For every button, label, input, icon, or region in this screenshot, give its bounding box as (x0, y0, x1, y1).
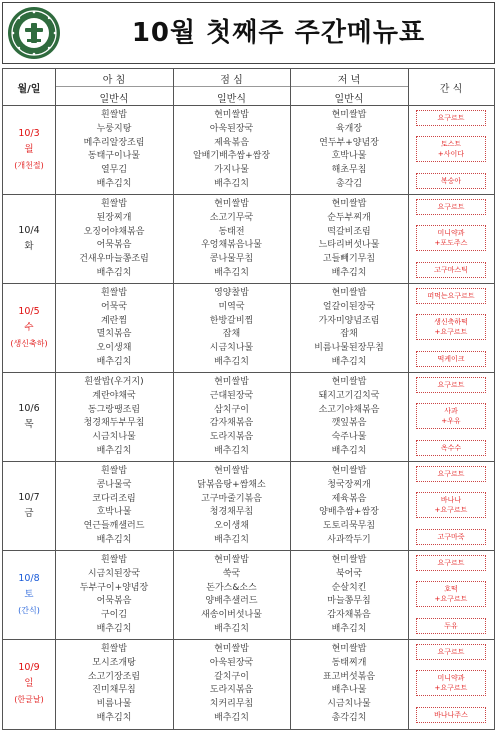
menu-item: 된장찌개 (96, 212, 132, 223)
header-divider (55, 86, 408, 87)
table-header (3, 69, 494, 105)
menu-item: 현미쌀밥 (331, 555, 367, 565)
menu-item: 총각김치 (331, 712, 367, 723)
date-text: 10/9 (18, 661, 40, 673)
menu-item: 흰쌀밥 (100, 644, 128, 654)
holiday-note: (한글날) (14, 694, 44, 704)
menu-item: 동태구이나물 (87, 151, 141, 162)
day-row (3, 372, 494, 461)
menu-item: 순살치킨 (331, 582, 367, 593)
menu-item: 근대된장국 (209, 390, 254, 401)
menu-item: 계란찜 (100, 315, 128, 326)
menu-item: 시금치된장국 (87, 568, 141, 579)
snack-menu (408, 194, 494, 283)
menu-item: 현미쌀밥 (331, 377, 367, 387)
header-breakfast: 아 침 (102, 75, 126, 86)
menu-item: 흰쌀밥 (100, 288, 128, 298)
menu-item: 시금치나물 (327, 699, 371, 710)
snack-menu (408, 550, 494, 639)
menu-item: 삼치구이 (214, 404, 249, 415)
snack-item: 요구르트 (416, 555, 486, 571)
lunch-menu (173, 109, 290, 190)
day-row (3, 461, 494, 550)
menu-item: 배추나물 (331, 685, 367, 696)
menu-item: 잡채 (340, 329, 358, 340)
menu-item: 동태찌개 (331, 657, 367, 668)
breakfast-menu (55, 198, 173, 279)
menu-item: 현미쌀밥 (331, 199, 367, 209)
menu-item: 배추김치 (331, 356, 367, 367)
menu-item: 누룽지탕 (96, 123, 132, 134)
snack-item: 호떡 +요구르트 (416, 581, 486, 607)
snack-item: 떡케이크 (416, 351, 486, 367)
snack-item: 요구르트 (416, 377, 486, 393)
breakfast-menu (55, 376, 173, 457)
dinner-menu (290, 465, 408, 546)
header-lunch: 점 심 (220, 75, 243, 86)
header-snack: 간 식 (439, 84, 463, 95)
date-cell (3, 461, 55, 550)
menu-item: 배추김치 (96, 534, 132, 545)
menu-item: 배추김치 (331, 267, 367, 278)
page-title: 10월 첫째주 주간메뉴표 (131, 18, 426, 48)
menu-item: 메추리알장조림 (83, 137, 145, 148)
menu-item: 알배기배추쌈+쌈장 (192, 151, 271, 162)
menu-item: 새송이버섯나물 (201, 610, 262, 621)
col-line (55, 69, 56, 729)
dinner-menu (290, 198, 408, 279)
dinner-menu (290, 554, 408, 635)
snack-menu (408, 461, 494, 550)
snack-item: 고구마죽 (416, 529, 486, 545)
menu-item: 오이생채 (214, 521, 249, 532)
menu-item: 열무김 (100, 165, 128, 176)
snack-item: 사과 +우유 (416, 403, 486, 429)
menu-item: 배추김치 (331, 445, 367, 456)
menu-item: 고들빼기무침 (322, 254, 376, 265)
menu-item: 모시조개탕 (92, 657, 136, 668)
lunch-menu (173, 376, 290, 457)
menu-item: 동그랑땡조림 (87, 404, 141, 415)
menu-item: 현미쌀밥 (214, 555, 249, 565)
menu-item: 마늘쫑무침 (327, 596, 371, 607)
breakfast-menu (55, 554, 173, 635)
snack-item: 요구르트 (416, 199, 486, 215)
day-of-week: 토 (24, 588, 34, 600)
menu-item: 북어국 (335, 568, 363, 579)
menu-item: 소고기무국 (209, 212, 254, 223)
menu-item: 배추김치 (214, 712, 249, 723)
day-of-week: 목 (24, 418, 34, 430)
snack-menu (408, 639, 494, 728)
snack-item: 요구르트 (416, 110, 486, 126)
menu-item: 감자채볶음 (327, 610, 371, 621)
menu-item: 도토리묵무침 (322, 521, 376, 532)
date-text: 10/6 (18, 402, 40, 414)
menu-item: 현미쌀밥 (331, 110, 367, 120)
menu-item: 흰쌀밥 (100, 110, 128, 120)
menu-item: 시금치나물 (92, 432, 136, 443)
menu-item: 총각김 (335, 178, 363, 189)
menu-item: 아욱된장국 (209, 657, 254, 668)
snack-item: 바나나주스 (416, 707, 486, 723)
menu-item: 배추김치 (96, 267, 132, 278)
menu-item: 얼갈이된장국 (322, 301, 376, 312)
day-of-week: 일 (24, 677, 34, 689)
menu-item: 육개장 (335, 123, 363, 134)
menu-item: 양배추샐러드 (205, 596, 258, 607)
snack-item: 바나나 +요구르트 (416, 492, 486, 518)
menu-item: 호박나물 (96, 507, 132, 518)
menu-item: 구이김 (100, 610, 128, 621)
snack-menu (408, 283, 494, 372)
date-cell (3, 194, 55, 283)
holiday-note: (간식) (18, 605, 40, 615)
snack-menu (408, 372, 494, 461)
date-cell (3, 372, 55, 461)
date-cell (3, 639, 55, 728)
menu-item: 건새우마늘쫑조림 (79, 254, 149, 265)
menu-item: 현미쌀밥 (331, 466, 367, 476)
menu-item: 배추김치 (96, 445, 132, 456)
day-row (3, 283, 494, 372)
day-of-week: 월 (24, 143, 34, 155)
menu-item: 흰쌀밥(우거지) (84, 377, 144, 387)
menu-item: 어묵볶음 (96, 596, 132, 607)
menu-item: 치커리무침 (209, 699, 254, 710)
lunch-menu (173, 198, 290, 279)
menu-item: 양배추쌈+쌈장 (319, 507, 379, 518)
menu-item: 배추김치 (96, 623, 132, 634)
day-of-week: 화 (24, 240, 34, 252)
breakfast-menu (55, 109, 173, 190)
snack-item: 옥수수 (416, 440, 486, 456)
dinner-menu (290, 376, 408, 457)
menu-item: 멸치볶음 (96, 329, 132, 340)
menu-item: 제육볶음 (331, 493, 367, 504)
day-of-week: 수 (24, 321, 34, 333)
date-text: 10/7 (18, 491, 40, 503)
day-row (3, 550, 494, 639)
snack-item: 생신축하떡 +요구르트 (416, 314, 486, 340)
menu-item: 깻잎볶음 (331, 418, 367, 429)
menu-item: 청경채두부무침 (83, 418, 145, 429)
menu-item: 돈가스&소스 (206, 582, 257, 593)
date-cell (3, 550, 55, 639)
menu-item: 현미쌀밥 (331, 288, 367, 298)
institution-seal-icon (7, 6, 61, 60)
date-cell (3, 283, 55, 372)
snack-item: 고구마스틱 (416, 262, 486, 278)
menu-item: 아욱된장국 (209, 123, 254, 134)
menu-item: 청경채무침 (209, 507, 254, 518)
menu-item: 계란야채국 (92, 390, 136, 401)
menu-item: 소고기야채볶음 (318, 404, 380, 415)
title-box (2, 2, 495, 64)
menu-item: 돼지고기김치국 (318, 390, 380, 401)
menu-item: 한방갈비찜 (209, 315, 254, 326)
header-dinner: 저 녁 (337, 75, 361, 86)
menu-item: 고구마줄기볶음 (201, 493, 262, 504)
snack-item: 떠먹는요구르트 (416, 288, 486, 304)
menu-item: 어묵국 (100, 301, 128, 312)
menu-item: 비름나물 (96, 699, 132, 710)
menu-item: 배추김치 (96, 356, 132, 367)
menu-item: 호박나물 (331, 151, 367, 162)
dinner-menu (290, 287, 408, 368)
header-lunch-sub: 일반식 (217, 94, 246, 105)
menu-item: 콩나물무침 (209, 254, 254, 265)
date-cell (3, 105, 55, 194)
menu-item: 배추김치 (214, 445, 249, 456)
menu-item: 두부구이+양념장 (79, 582, 149, 593)
menu-item: 잡채 (222, 329, 241, 340)
menu-item: 사과깍두기 (327, 534, 371, 545)
menu-item: 소고기장조림 (87, 671, 141, 682)
day-row (3, 105, 494, 194)
menu-item: 배추김치 (96, 712, 132, 723)
menu-item: 동태전 (218, 226, 245, 237)
menu-item: 시금치나물 (209, 343, 254, 354)
menu-item: 해초무침 (331, 165, 367, 176)
day-row (3, 639, 494, 728)
menu-item: 감자채볶음 (209, 418, 254, 429)
header-date: 월/일 (17, 84, 41, 95)
date-text: 10/8 (18, 572, 40, 584)
menu-item: 연근들깨샐러드 (83, 521, 145, 532)
menu-item: 흰쌀밥 (100, 199, 128, 209)
menu-item: 미역국 (218, 301, 245, 312)
snack-menu (408, 105, 494, 194)
menu-item: 배추김치 (331, 623, 367, 634)
menu-table (2, 68, 495, 730)
header-dinner-sub: 일반식 (334, 94, 364, 105)
breakfast-menu (55, 643, 173, 724)
menu-item: 진미채무침 (92, 685, 136, 696)
menu-item: 오징어야채볶음 (83, 226, 145, 237)
menu-item: 떡갈비조림 (327, 226, 371, 237)
snack-item: 요구르트 (416, 466, 486, 482)
dinner-menu (290, 109, 408, 190)
menu-item: 청국장찌개 (327, 479, 371, 490)
date-text: 10/4 (18, 224, 40, 236)
breakfast-menu (55, 287, 173, 368)
menu-item: 현미쌀밥 (214, 466, 249, 476)
menu-item: 오이생채 (96, 343, 132, 354)
snack-item: 미니약과 +포도주스 (416, 225, 486, 251)
menu-item: 도라지볶음 (209, 685, 254, 696)
menu-item: 배추김치 (214, 356, 249, 367)
menu-item: 흰쌀밥 (100, 555, 128, 565)
lunch-menu (173, 287, 290, 368)
menu-item: 배추김치 (214, 267, 249, 278)
menu-item: 순두부찌개 (327, 212, 371, 223)
menu-item: 영양찰밥 (214, 288, 249, 298)
snack-item: 미니약과 +요구르트 (416, 670, 486, 696)
menu-item: 갈치구이 (214, 671, 249, 682)
menu-item: 표고버섯볶음 (322, 671, 376, 682)
date-text: 10/5 (18, 305, 40, 317)
menu-item: 코다리조림 (92, 493, 136, 504)
menu-item: 콩나물국 (96, 479, 132, 490)
header-breakfast-sub: 일반식 (99, 94, 129, 105)
menu-item: 숙주나물 (331, 432, 367, 443)
menu-item: 현미쌀밥 (214, 110, 249, 120)
dinner-menu (290, 643, 408, 724)
snack-item: 두유 (416, 618, 486, 634)
menu-item: 비름나물된장무침 (314, 343, 384, 354)
snack-item: 요구르트 (416, 644, 486, 660)
menu-item: 어묵볶음 (96, 240, 132, 251)
col-line (290, 69, 291, 729)
day-of-week: 금 (24, 507, 34, 519)
menu-item: 제육볶음 (214, 137, 249, 148)
holiday-note: (개천절) (14, 160, 44, 170)
lunch-menu (173, 465, 290, 546)
holiday-note: (생신축하) (10, 338, 48, 348)
menu-item: 가자미양념조림 (318, 315, 380, 326)
snack-item: 복숭아 (416, 173, 486, 189)
menu-item: 배추김치 (214, 623, 249, 634)
breakfast-menu (55, 465, 173, 546)
lunch-menu (173, 554, 290, 635)
menu-item: 현미쌀밥 (214, 377, 249, 387)
menu-item: 연두부+양념장 (319, 137, 379, 148)
menu-item: 흰쌀밥 (100, 466, 128, 476)
menu-item: 닭볶음탕+쌈채소 (197, 479, 266, 490)
menu-item: 현미쌀밥 (214, 199, 249, 209)
menu-item: 느타리버섯나물 (318, 240, 380, 251)
menu-item: 배추김치 (214, 178, 249, 189)
menu-item: 쑥국 (222, 568, 241, 579)
snack-item: 토스트 +사이다 (416, 136, 486, 162)
menu-item: 현미쌀밥 (331, 644, 367, 654)
menu-item: 배추김치 (96, 178, 132, 189)
menu-item: 배추김치 (214, 534, 249, 545)
col-line (173, 69, 174, 729)
menu-item: 도라지볶음 (209, 432, 254, 443)
menu-item: 가지나물 (214, 165, 249, 176)
menu-item: 우엉채볶음나물 (201, 240, 262, 251)
menu-item: 현미쌀밥 (214, 644, 249, 654)
date-text: 10/3 (18, 127, 40, 139)
day-row (3, 194, 494, 283)
col-line (408, 69, 409, 729)
lunch-menu (173, 643, 290, 724)
